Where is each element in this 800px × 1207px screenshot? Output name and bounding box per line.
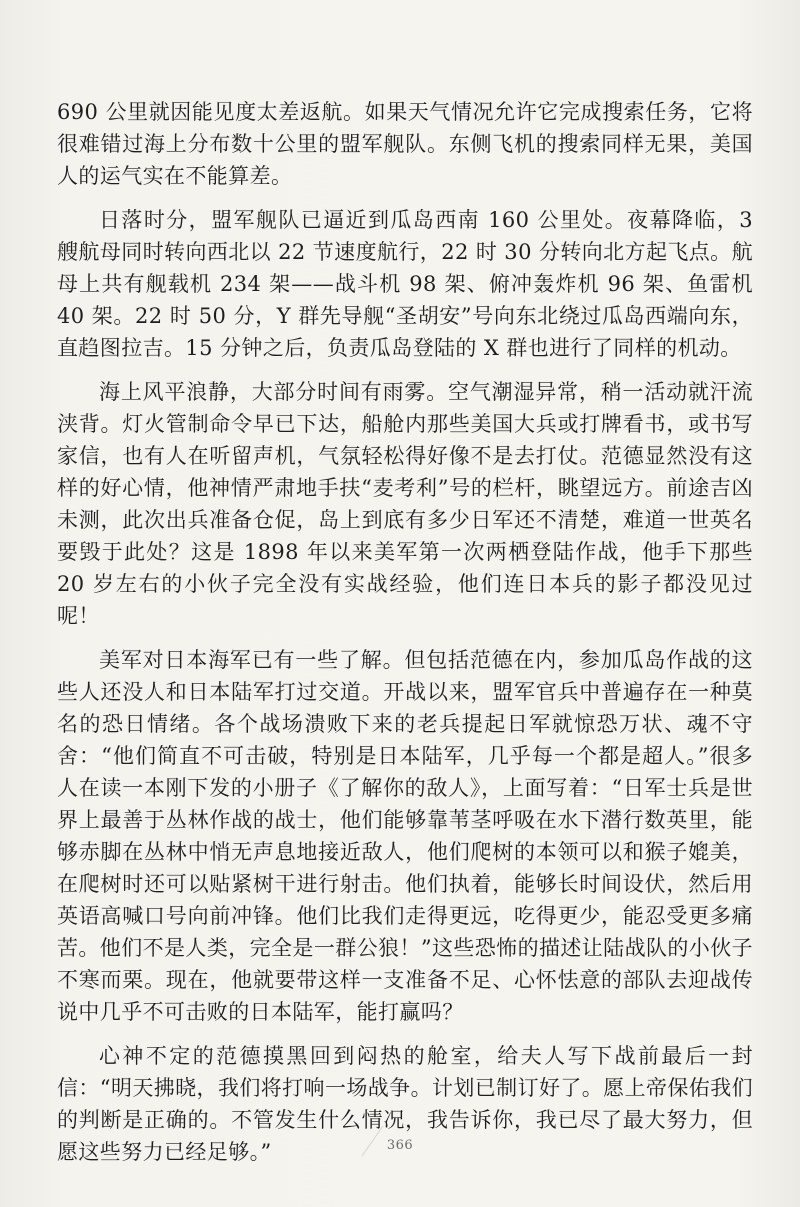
paragraph-2: 日落时分，盟军舰队已逼近到瓜岛西南 160 公里处。夜幕降临，3 艘航母同时转向西北以 22 节速度航行，22 时 30 分转向北方起飞点。航母上共有舰载机 234 架——战斗机 98 架、俯冲轰炸机 96 架、鱼雷机 40 架。22 时 50 分，Y 群先导舰“圣胡安”号向东北绕过瓜岛西端向东，直趋图拉吉。15 分钟之后，负责瓜岛登陆的 X 群也进行了同样的机动。 [57, 208, 753, 360]
page-number: 366 [386, 1138, 414, 1153]
paragraph-4: 美军对日本海军已有一些了解。但包括范德在内，参加瓜岛作战的这些人还没人和日本陆军打过交道。开战以来，盟军官兵中普遍存在一种莫名的恐日情绪。各个战场溃败下来的老兵提起日军就惊恐万状、魂不守舍：“他们简直不可击破，特别是日本陆军，几乎每一个都是超人。”很多人在读一本刚下发的小册子《了解你的敌人》，上面写着：“日军士兵是世界上最善于丛林作战的战士，他们能够靠苇茎呼吸在水下潜行数英里，能够赤脚在丛林中悄无声息地接近敌人，他们爬树的本领可以和猴子媲美，在爬树时还可以贴紧树干进行射击。他们执着，能够长时间设伏，然后用英语高喊口号向前冲锋。他们比我们走得更远，吃得更少，能忍受更多痛苦。他们不是人类，完全是一群公狼！”这些恐怖的描述让陆战队的小伙子不寒而栗。现在，他就要带这样一支准备不足、心怀怯意的部队去迎战传说中几乎不可击败的日本陆军，能打赢吗？ [57, 648, 753, 1024]
paragraph-3: 海上风平浪静，大部分时间有雨雾。空气潮湿异常，稍一活动就汗流浃背。灯火管制命令早已下达，船舱内那些美国大兵或打牌看书，或书写家信，也有人在听留声机，气氛轻松得好像不是去打仗。范德显然没有这样的好心情，他神情严肃地手扶“麦考利”号的栏杆，眺望远方。前途吉凶未测，此次出兵准备仓促，岛上到底有多少日军还不清楚，难道一世英名要毁于此处？这是 1898 年以来美军第一次两栖登陆作战，他手下那些 20 岁左右的小伙子完全没有实战经验，他们连日本兵的影子都没见过呢！ [57, 380, 753, 628]
paragraph-1: 690 公里就因能见度太差返航。如果天气情况允许它完成搜索任务，它将很难错过海上分布数十公里的盟军舰队。东侧飞机的搜索同样无果，美国人的运气实在不能算差。 [57, 100, 753, 188]
paragraph-5: 心神不定的范德摸黑回到闷热的舱室，给夫人写下战前最后一封信：“明天拂晓，我们将打响一场战争。计划已制订好了。愿上帝保佑我们的判断是正确的。不管发生什么情况，我告诉你，我已尽了最大努力，但愿这些努力已经足够。” [57, 1044, 753, 1164]
body-text [57, 96, 753, 1180]
